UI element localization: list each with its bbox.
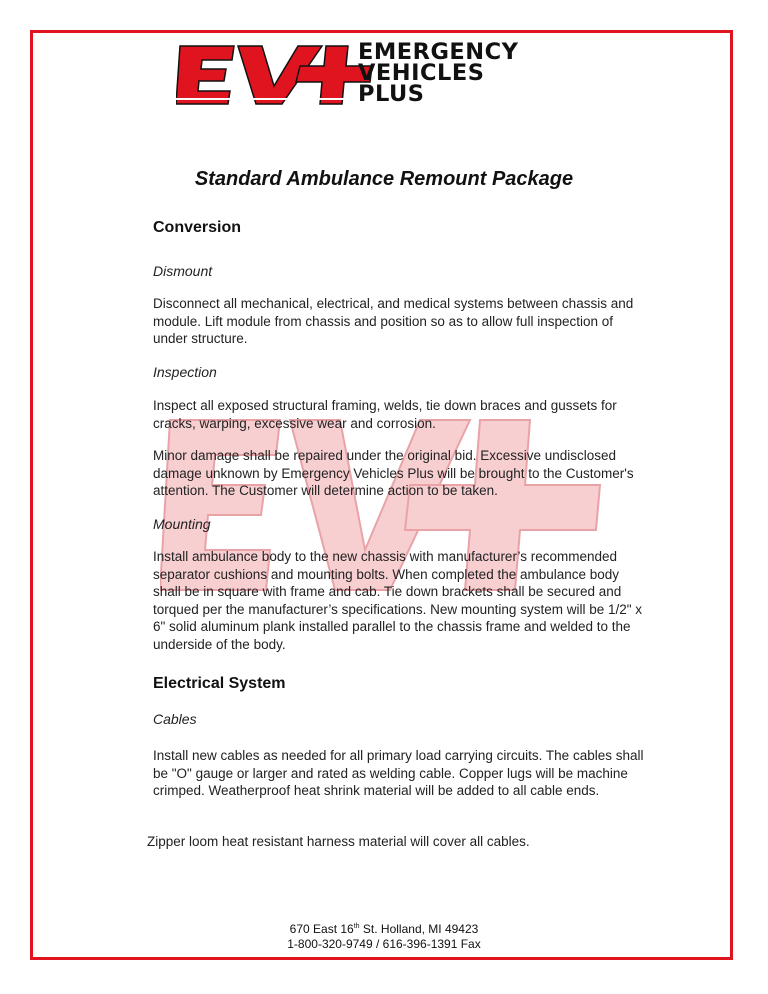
section-heading-conversion: Conversion [153,219,242,236]
paragraph-dismount: Disconnect all mechanical, electrical, and medical systems between chassis and module. Lift module from chassis and position so as to allow full inspection of under structure. [153,296,634,346]
subheading-mounting: Mounting [153,516,211,532]
paragraph-damage: Minor damage shall be repaired under the original bid. Excessive undisclosed damage unknown by Emergency Vehicles Plus will be brought to the Customer's attention. The Customer will determine action to be taken. [153,448,634,498]
logo-wordmark [358,39,519,107]
subheading-cables: Cables [153,711,197,727]
subheading-dismount: Dismount [153,263,213,279]
paragraph-mounting: Install ambulance body to the new chassis with manufacturer’s recommended separator cushions and mounting bolts. When completed the ambulance body shall be in square with frame and cab. Tie down brackets shall be secured and torqued per the manufacturer’s specifications. New mounting system will be 1/2" x 6" solid aluminum plank installed parallel to the chassis frame and welded to the underside of the body. [153,549,643,652]
footer-address: 670 East 16th St. Holland, MI 49423 [289,922,479,936]
paragraph-loom: Zipper loom heat resistant harness material will cover all cables. [147,834,530,849]
footer-contact [0,919,768,952]
footer-phone: 1-800-320-9749 / 616-396-1391 Fax [287,937,481,951]
logo-line-1: EMERGENCY [358,39,519,65]
paragraph-inspection: Inspect all exposed structural framing, welds, tie down braces and gussets for cracks, warping, excessive wear and corrosion. [153,398,617,431]
section-heading-electrical: Electrical System [153,675,286,692]
paragraph-cables: Install new cables as needed for all primary load carrying circuits. The cables shall be "O" gauge or larger and rated as welding cable. Copper lugs will be machine crimped. Weatherproof heat shrink material will be added to all cable ends. [153,748,644,798]
subheading-inspection: Inspection [153,364,217,380]
logo-line-3: PLUS [358,81,425,107]
logo-line-2: VEHICLES [358,60,485,86]
page-title: Standard Ambulance Remount Package [194,168,574,190]
